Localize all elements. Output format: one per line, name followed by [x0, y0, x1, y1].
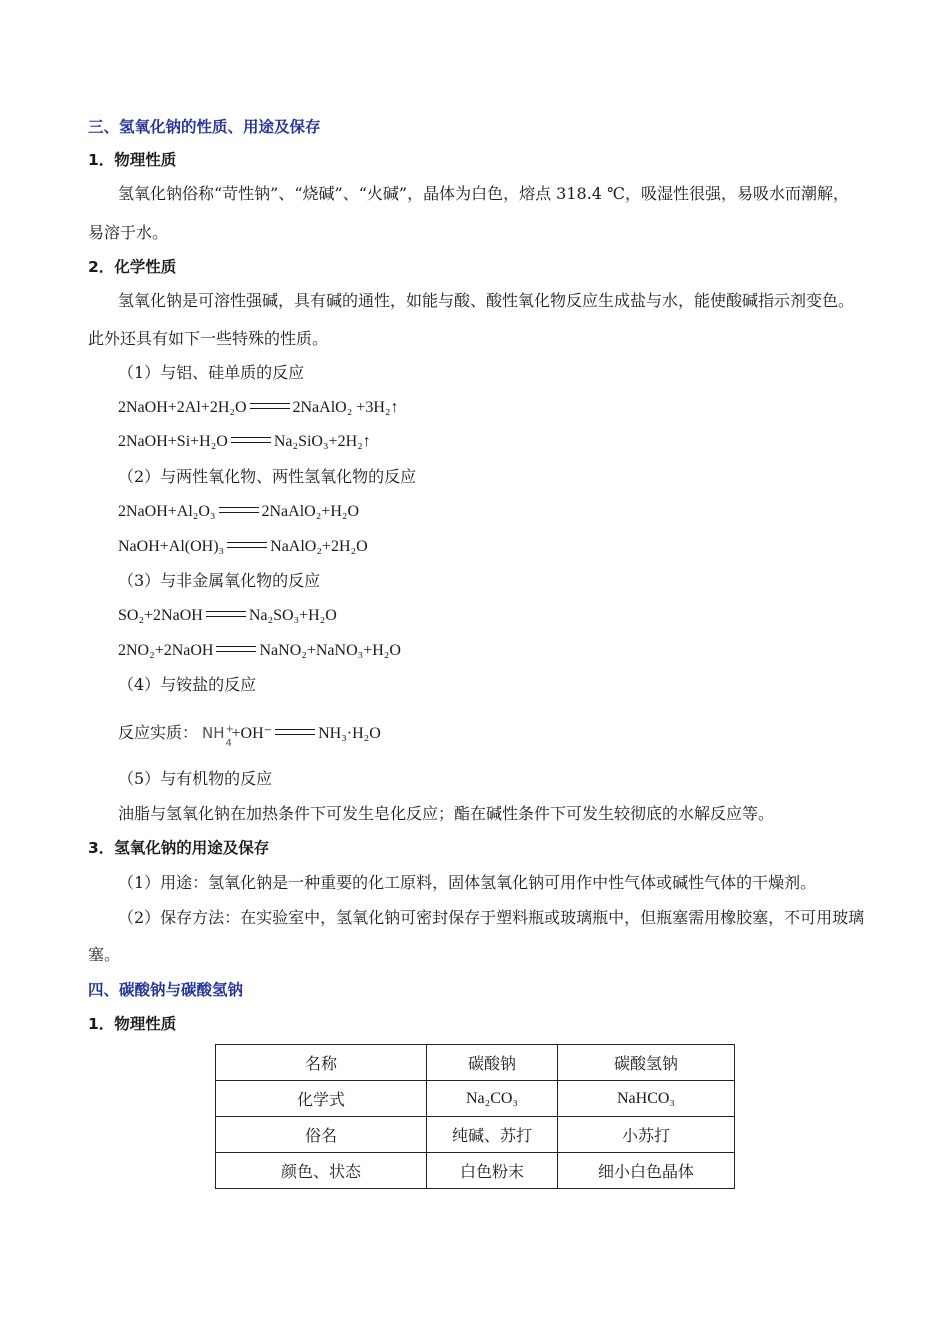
- properties-table: [215, 1044, 735, 1189]
- table-header-row: [216, 1045, 735, 1081]
- ammonium-ion: NH + 4: [202, 724, 234, 749]
- table-cell: 化学式: [216, 1081, 427, 1117]
- equals-sign: [216, 646, 256, 652]
- item-1: （1）与铝、硅单质的反应: [118, 363, 305, 382]
- storage-text-line1: （2）保存方法：在实验室中，氢氧化钠可密封保存于塑料瓶或玻璃瓶中，但瓶塞需用橡胶塞，不可用玻璃: [118, 908, 865, 927]
- heading-chemical-properties: 2．化学性质: [88, 258, 177, 276]
- equation-5-left: SO₂+2NaOH: [118, 607, 203, 624]
- table-cell: Na₂CO₃: [427, 1081, 558, 1117]
- chemical-text-line1: 氢氧化钠是可溶性强碱，具有碱的通性，如能与酸、酸性氧化物反应生成盐与水，能使酸碱指示剂变色。: [118, 291, 855, 310]
- table-cell: NaHCO₃: [558, 1081, 735, 1117]
- equation-7-rest: +OH⁻: [231, 725, 273, 742]
- equation-5-right: Na₂SO₃+H₂O: [248, 607, 337, 624]
- item-3: （3）与非金属氧化物的反应: [118, 571, 321, 590]
- equation-7-right: NH₃·H₂O: [318, 725, 381, 742]
- uses-text: （1）用途：氢氧化钠是一种重要的化工原料，固体氢氧化钠可用作中性气体或碱性气体的干燥剂。: [118, 873, 817, 892]
- table-cell: 纯碱、苏打: [427, 1117, 558, 1153]
- equation-2: [118, 432, 371, 452]
- equation-5: [118, 606, 337, 626]
- equation-3-left: 2NaOH+Al₂O₃: [118, 503, 216, 520]
- table-row: [216, 1153, 735, 1189]
- equation-6: [118, 641, 401, 661]
- equation-4-right: NaAlO₂+2H₂O: [270, 538, 368, 555]
- equation-1-right: 2NaAlO₂ +3H₂↑: [292, 399, 399, 416]
- physical-text-line1: 氢氧化钠俗称“苛性钠”、“烧碱”、“火碱”，晶体为白色，熔点 318.4 ℃，吸湿性很强，易吸水而潮解，: [118, 184, 849, 203]
- equation-2-left: 2NaOH+Si+H₂O: [118, 433, 228, 450]
- heading-uses-storage: 3．氢氧化钠的用途及保存: [88, 839, 270, 857]
- equals-sign: [227, 542, 267, 548]
- table-cell: 白色粉末: [427, 1153, 558, 1189]
- equation-6-right: NaNO₂+NaNO₃+H₂O: [259, 642, 401, 659]
- table-cell: 细小白色晶体: [558, 1153, 735, 1189]
- table-cell: 颜色、状态: [216, 1153, 427, 1189]
- table-header-cell: 碳酸氢钠: [558, 1045, 735, 1081]
- equals-sign: [231, 437, 271, 443]
- item-4: （4）与铵盐的反应: [118, 675, 257, 694]
- item-5: （5）与有机物的反应: [118, 769, 273, 788]
- table-cell: 俗名: [216, 1117, 427, 1153]
- equals-sign: [250, 403, 290, 409]
- table-header-cell: 碳酸钠: [427, 1045, 558, 1081]
- table-row: [216, 1117, 735, 1153]
- equation-6-left: 2NO₂+2NaOH: [118, 642, 214, 659]
- equation-3-right: 2NaAlO₂+H₂O: [261, 503, 359, 520]
- section-4-title: 四、碳酸钠与碳酸氢钠: [88, 981, 244, 999]
- item-2: （2）与两性氧化物、两性氢氧化物的反应: [118, 467, 417, 486]
- heading-physical-properties: 1．物理性质: [88, 151, 177, 169]
- equals-sign: [219, 507, 259, 513]
- equation-7: [118, 723, 381, 749]
- equation-7-prefix: 反应实质：: [118, 725, 199, 742]
- item-5-text: 油脂与氢氧化钠在加热条件下可发生皂化反应；酯在碱性条件下可发生较彻底的水解反应等。: [118, 804, 775, 823]
- table-row: [216, 1081, 735, 1117]
- table-cell: 小苏打: [558, 1117, 735, 1153]
- physical-text-line2: 易溶于水。: [88, 223, 169, 242]
- table-header-cell: 名称: [216, 1045, 427, 1081]
- equation-4-left: NaOH+Al(OH)₃: [118, 538, 225, 555]
- storage-text-line2: 塞。: [88, 945, 121, 964]
- equals-sign: [206, 611, 246, 617]
- equals-sign: [275, 729, 315, 735]
- equation-3: [118, 502, 359, 522]
- section-3-title: 三、氢氧化钠的性质、用途及保存: [88, 118, 321, 136]
- chemical-text-line2: 此外还具有如下一些特殊的性质。: [88, 329, 329, 348]
- heading-physical-properties-2: 1．物理性质: [88, 1015, 177, 1033]
- equation-1-left: 2NaOH+2Al+2H₂O: [118, 399, 247, 416]
- equation-4: [118, 537, 368, 557]
- equation-1: [118, 398, 398, 418]
- equation-2-right: Na₂SiO₃+2H₂↑: [273, 433, 371, 450]
